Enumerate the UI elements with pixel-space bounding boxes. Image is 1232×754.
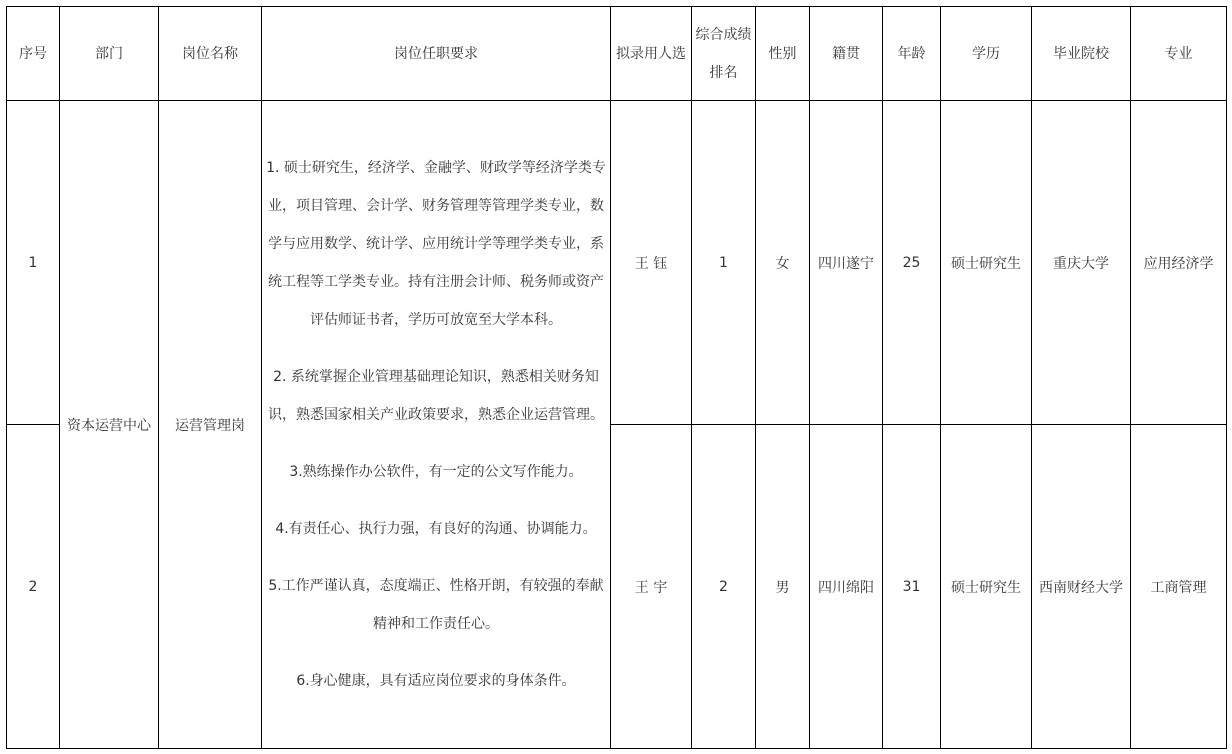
gender-cell: 女: [756, 101, 810, 425]
department-cell: 资本运营中心: [60, 101, 159, 749]
header-post: 岗位名称: [159, 7, 262, 101]
header-education: 学历: [941, 7, 1032, 101]
requirement-item: 2. 系统掌握企业管理基础理论知识，熟悉相关财务知识，熟悉国家相关产业政策要求，熟悉企业运营管理。: [268, 369, 604, 423]
school-cell: 重庆大学: [1032, 101, 1131, 425]
candidate-cell: 王 钰: [611, 101, 692, 425]
requirement-item: 6.身心健康，具有适应岗位要求的身体条件。: [296, 673, 576, 689]
header-age: 年龄: [883, 7, 941, 101]
table-row: [7, 101, 1227, 425]
header-major: 专业: [1131, 7, 1227, 101]
school-cell: 西南财经大学: [1032, 425, 1131, 749]
header-requirements: 岗位任职要求: [262, 7, 611, 101]
rank-cell: 2: [692, 425, 756, 749]
post-name-cell: 运营管理岗: [159, 101, 262, 749]
requirement-item: 5.工作严谨认真，态度端正、性格开朗，有较强的奉献精神和工作责任心。: [268, 578, 604, 632]
origin-cell: 四川绵阳: [810, 425, 883, 749]
education-cell: 硕士研究生: [941, 101, 1032, 425]
header-gender: 性别: [756, 7, 810, 101]
header-candidate: 拟录用人选: [611, 7, 692, 101]
requirements-cell: [262, 101, 611, 749]
header-school: 毕业院校: [1032, 7, 1131, 101]
requirement-item: 3.熟练操作办公软件，有一定的公文写作能力。: [289, 464, 583, 480]
major-cell: 工商管理: [1131, 425, 1227, 749]
seq-cell: 2: [7, 425, 60, 749]
age-cell: 31: [883, 425, 941, 749]
requirement-item: 1. 硕士研究生，经济学、金融学、财政学等经济学类专业，项目管理、会计学、财务管理等管理学类专业，数学与应用数学、统计学、应用统计学等理学类专业，系统工程等工学类专业。持有注册会计师、税务师或资产评估师证书者，学历可放宽至大学本科。: [266, 160, 606, 328]
header-row: [7, 7, 1227, 101]
origin-cell: 四川遂宁: [810, 101, 883, 425]
gender-cell: 男: [756, 425, 810, 749]
age-cell: 25: [883, 101, 941, 425]
candidate-cell: 王 宇: [611, 425, 692, 749]
header-dept: 部门: [60, 7, 159, 101]
header-rank: 综合成绩排名: [692, 7, 756, 101]
education-cell: 硕士研究生: [941, 425, 1032, 749]
rank-cell: 1: [692, 101, 756, 425]
header-seq: 序号: [7, 7, 60, 101]
hiring-table: [6, 6, 1227, 749]
seq-cell: 1: [7, 101, 60, 425]
requirement-item: 4.有责任心、执行力强，有良好的沟通、协调能力。: [275, 521, 597, 537]
header-origin: 籍贯: [810, 7, 883, 101]
major-cell: 应用经济学: [1131, 101, 1227, 425]
